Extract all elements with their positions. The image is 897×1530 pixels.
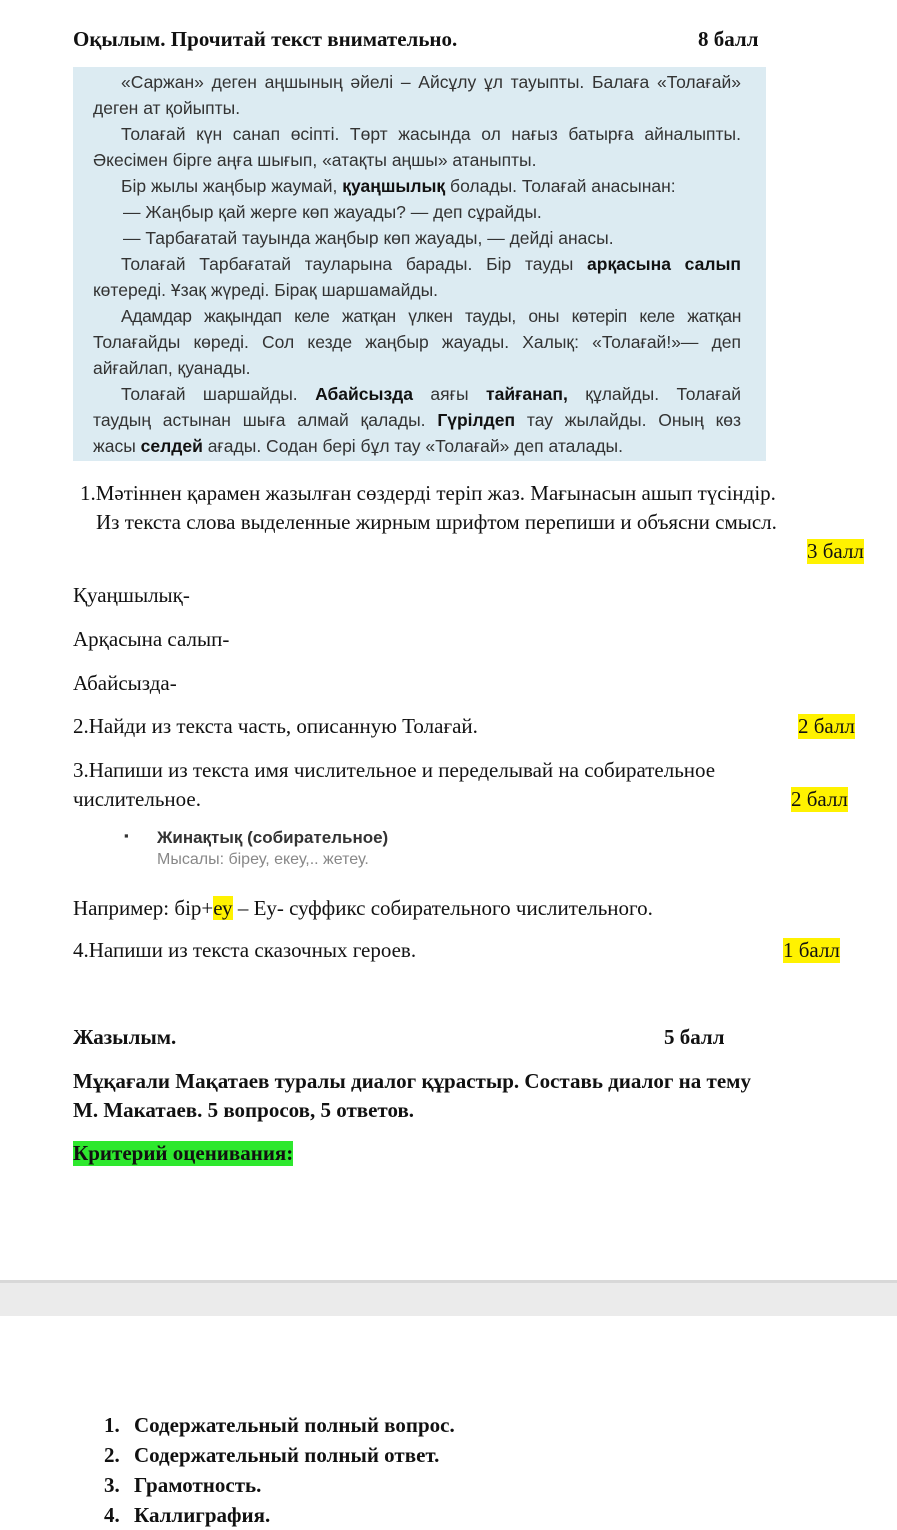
task1-line2: Из текста слова выделенные жирным шрифтом перепиши и объясни смысл. xyxy=(96,510,777,534)
reading-line: деген ат қойыпты. xyxy=(93,98,241,118)
writing-title: Жазылым. xyxy=(73,1025,177,1049)
criteria-label: Критерий оценивания: xyxy=(73,1141,294,1165)
reading-line: Әкесімен бірге аңға шығып, «атақты аңшы» атаныпты. xyxy=(93,150,537,170)
criteria-item: 3. Грамотность. xyxy=(104,1473,262,1497)
bold-word: тайғанап, xyxy=(486,384,568,404)
bold-word: Гүрілдеп xyxy=(437,410,516,430)
answer-label: Арқасына салып- xyxy=(73,627,230,651)
bold-word: қуаңшылық xyxy=(342,176,446,196)
criteria-item: 2. Содержательный полный ответ. xyxy=(104,1443,440,1467)
answer-label: Абайсызда- xyxy=(73,671,177,695)
reading-points: 8 балл xyxy=(698,27,759,51)
bullet-marker: ▪ xyxy=(124,828,129,843)
reading-line: Толағай Тарбағатай тауларына барады. Бір тауды арқасына салып xyxy=(121,254,741,274)
bold-word: арқасына салып xyxy=(587,254,741,274)
reading-line: көтереді. Ұзақ жүреді. Бірақ шаршамайды. xyxy=(93,280,439,300)
criteria-item: 4. Каллиграфия. xyxy=(104,1503,271,1527)
reading-line: Адамдар жақындап келе жатқан үлкен тауды, оны көтеріп келе жатқан xyxy=(121,306,741,326)
bold-word: Абайсызда xyxy=(315,384,413,404)
reading-line: Бір жылы жаңбыр жаумай, қуаңшылық болады. Толағай анасынан: xyxy=(121,176,676,196)
answer-label: Қуаңшылық- xyxy=(73,583,190,607)
reading-line: таудың астынан шыға алмай қалады. Гүрілдеп тау жылайды. Оның көз xyxy=(93,410,741,430)
page-separator xyxy=(0,1280,897,1316)
reading-line: «Саржан» деген аңшының әйелі – Айсұлу ұл тауыпты. Балаға «Толағай» xyxy=(121,72,741,92)
task4-points: 1 балл xyxy=(783,938,840,962)
task1-line1: 1.Мәтіннен қарамен жазылған сөздерді теріп жаз. Мағынасын ашып түсіндір. xyxy=(80,481,776,505)
reading-title: Оқылым. Прочитай текст внимательно. xyxy=(73,27,458,51)
task1-points: 3 балл xyxy=(807,539,864,563)
task2-text: 2.Найди из текста часть, описанную Толағай. xyxy=(73,714,478,738)
task3-points: 2 балл xyxy=(791,787,848,811)
bullet-example: Мысалы: біреу, екеу,.. жетеу. xyxy=(157,851,369,868)
task3-line1: 3.Напиши из текста имя числительное и переделывай на собирательное xyxy=(73,758,716,782)
bullet-title: Жинақтық (собирательное) xyxy=(157,828,389,847)
writing-task-line2: М. Макатаев. 5 вопросов, 5 ответов. xyxy=(73,1098,415,1122)
reading-line: жасы селдей ағады. Содан бері бұл тау «Толағай» деп аталады. xyxy=(93,436,623,456)
task2-points: 2 балл xyxy=(798,714,855,738)
reading-line: Толағай шаршайды. Абайсызда аяғы тайғанап, құлайды. Толағай xyxy=(121,384,741,404)
reading-line: айғайлап, қуанады. xyxy=(93,358,251,378)
reading-line: — Жаңбыр қай жерге көп жауады? — деп сұрайды. xyxy=(123,202,542,222)
task4-text: 4.Напиши из текста сказочных героев. xyxy=(73,938,417,962)
suffix-highlight: еу xyxy=(213,896,233,920)
criteria-list xyxy=(104,1410,455,1530)
criteria-item: 1. Содержательный полный вопрос. xyxy=(104,1413,455,1437)
bold-word: селдей xyxy=(140,436,203,456)
example-line: Например: бір+еу – Еу- суффикс собирательного числительного. xyxy=(73,896,653,920)
reading-line: — Тарбағатай тауында жаңбыр көп жауады, — дейді анасы. xyxy=(123,228,614,248)
task3-line2: числительное. xyxy=(73,787,201,811)
reading-line: Толағайды көреді. Сол кезде жаңбыр жауады. Халық: «Толағай!»— деп xyxy=(93,332,741,352)
writing-task-line1: Мұқағали Мақатаев туралы диалог құрастыр. Составь диалог на тему xyxy=(73,1069,751,1093)
writing-points: 5 балл xyxy=(664,1025,725,1049)
reading-line: Толағай күн санап өсіпті. Төрт жасында ол нағыз батырға айналыпты. xyxy=(121,124,741,144)
reading-text-box xyxy=(73,67,766,461)
